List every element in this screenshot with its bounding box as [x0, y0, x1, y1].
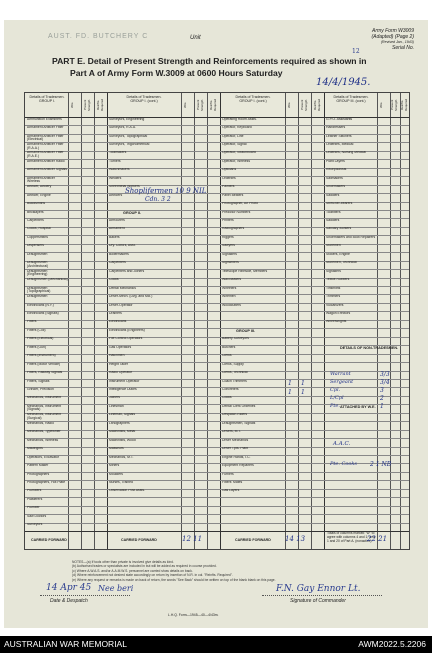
table-cell-trade: Panel Beaters	[222, 193, 244, 197]
table-cell-trade: Operator, Keyboard	[222, 126, 252, 130]
note-line: (e) Where any request or remarks is made on back of return, the words "See Back" should be written on top of the blank blank on this page.	[72, 577, 276, 582]
header-we-2: W.E.	[183, 101, 187, 109]
table-cell-trade: Operator, Line	[222, 134, 244, 138]
table-cell-trade: Woodcutters	[222, 303, 241, 307]
form-title-line-2: Part A of Army Form W.3009 at 0600 Hours Saturday	[70, 68, 283, 78]
handwritten-value: 1	[288, 389, 292, 396]
table-cell-trade: Photographer, Air Photo	[222, 202, 259, 206]
table-cell-trade: Butchers	[222, 345, 236, 349]
table-cell-trade: Signallers	[326, 269, 341, 273]
header-present-2: Present Strength	[196, 99, 204, 111]
table-cell-trade: Clerks	[222, 354, 232, 358]
signature-commander-label: Signature of Commander	[290, 598, 346, 604]
form-ref-line: Serial No.	[392, 45, 414, 51]
table-cell-trade: Armament Artificer Fitter (R.A.A.)	[27, 142, 64, 150]
form-ref-line: (Revised Jan., 1943)	[380, 40, 414, 44]
table-cell-trade: Draughtsmen	[27, 252, 48, 256]
table-cell-trade: Observation Post Assts.	[109, 489, 145, 493]
table-cell-trade: Dental Mechanics	[109, 286, 136, 290]
header-details-2: Details of Tradesmen. GROUP I. (cont.)	[126, 95, 162, 104]
table-cell-trade: Fitters (Coil)	[27, 328, 46, 332]
table-cell-trade: Drainers	[109, 311, 122, 315]
table-cell-trade: Drivers, M.T.	[222, 430, 242, 434]
table-cell-trade: Signwriters	[222, 261, 239, 265]
table-cell-trade: File Control Operators	[109, 337, 143, 341]
handwritten-rank: L/Cpl	[330, 395, 344, 401]
table-cell-trade: Dental Clerk Orderlies	[222, 404, 256, 408]
handwritten-rank: Sergeant	[330, 379, 354, 385]
handwritten-total: 14 13	[285, 535, 306, 543]
handwritten-rank: Pte.	[330, 403, 340, 409]
table-cell-trade: Vulcanizers	[326, 303, 344, 307]
table-cell-trade: Fitters, Signals	[27, 379, 50, 383]
table-cell-trade: Sheetmetal Workers	[109, 185, 140, 189]
table-cell-trade: Orderlies, Medical	[326, 142, 354, 146]
table-cell-trade: Despatch Riders	[222, 413, 248, 417]
handwritten-signature: F.N. Gay Ennor Lt.	[276, 584, 361, 594]
table-cell-trade: Hatchmen	[109, 354, 125, 358]
table-cell-trade: Toolmakers	[109, 151, 127, 155]
table-cell-trade: Leather Stitchers	[326, 134, 352, 138]
table-cell-trade: Operating Room Assts.	[222, 117, 257, 121]
unit-stamp: AUST. FD. BUTCHERY C	[48, 33, 149, 40]
table-cell-trade: Armament Artificer Signals	[27, 168, 67, 172]
table-cell-trade: G.P.O. Assistants	[326, 117, 353, 121]
table-cell-trade: Driver-Mech. (Dvg. and Mcl.)	[109, 295, 153, 299]
table-cell-trade: Photographers, Hot Plate	[27, 480, 66, 484]
handwritten-total: 22 21	[367, 535, 388, 543]
table-cell-trade: Gas Layers	[222, 489, 240, 493]
handwritten-attached-values: 2 1 NB	[370, 461, 392, 468]
header-reinf-2: Reinfts. Required	[209, 98, 217, 112]
table-cell-trade: Masseurs	[109, 447, 124, 451]
handwritten-value: 1	[380, 403, 384, 410]
table-cell-trade: Orderlies	[222, 176, 236, 180]
notes-block	[72, 560, 372, 582]
table-cell-trade: Sailmakers	[326, 176, 343, 180]
table-cell-trade: Operator, Signal	[222, 142, 247, 146]
table-cell-trade: Plant Layers	[326, 159, 345, 163]
table-cell-trade: Carpenters and Joiners	[109, 269, 145, 273]
table-cell-trade: Coach Trimmers	[222, 379, 247, 383]
handwritten-value: 3	[380, 387, 384, 394]
table-cell-trade: Surveyors	[27, 523, 43, 527]
table-cell-trade: Draughtsmen	[27, 295, 48, 299]
table-cell-trade: Armament	[109, 227, 125, 231]
table-cell-trade: Armourers	[109, 219, 125, 222]
table-cell-trade: Pattern Maker	[27, 464, 49, 468]
table-cell-trade: Hairdressers	[326, 126, 346, 130]
table-cell-trade: Fitters (Gun)	[27, 345, 47, 349]
table-cell-trade: Blacksmiths	[27, 202, 46, 206]
table-cell-trade: Stokers, Engine	[326, 252, 350, 256]
table-cell-trade: Coppersmiths	[27, 235, 48, 239]
table-cell-trade: Telescope Rifleside, Members	[222, 269, 268, 273]
handwritten-attached: A.A.C.	[333, 441, 351, 447]
handwritten-rank: Warrant	[330, 371, 351, 377]
table-cell-trade: Fitters (Motor Vehicle)	[27, 362, 61, 366]
note-line: (c) Where A.W.A.S. and/or A.A.M.W.S. personnel are carried show details on back.	[72, 568, 193, 573]
table-cell-trade: Armament Artificer Wireless	[27, 176, 55, 184]
handwritten-value: 1	[301, 389, 305, 396]
table-cell-trade: Shoemakers	[326, 185, 346, 189]
table-cell-trade: Bricklayers	[27, 210, 44, 214]
table-cell-trade: Armament Artificer Fitter (R.A.E.)	[27, 151, 64, 158]
table-cell-trade: Predictor Numbers	[222, 210, 251, 214]
header-details-4: Details of Tradesmen. GROUP III. (cont.)	[333, 95, 369, 104]
table-cell-trade: Sanitary workers	[326, 227, 352, 231]
note-line: (d) Where reinforcement not desired state accordingly on return by insertion of N.R. in col. "Reinfts. Required".	[72, 573, 233, 578]
table-cell-trade: Intelligence Duties	[109, 388, 137, 391]
form-title-line-1: PART E. Detail of Present Strength and Reinforcements required as shown in	[52, 56, 367, 66]
table-cell-trade: Toolfitters	[326, 210, 341, 214]
table-cell-trade: Wheelwrights	[326, 320, 347, 324]
header-we-4: W.E.	[379, 101, 383, 109]
table-cell-trade: Linesman	[109, 404, 124, 408]
table-cell-trade: Painters	[222, 185, 235, 189]
table-cell-trade: Miners	[109, 464, 120, 468]
table-cell-trade: Concreters	[222, 388, 239, 391]
table-cell-trade: Ammunition Examiners	[27, 117, 62, 121]
table-cell-trade: Storemen, Technical	[326, 261, 357, 265]
handwritten-value: 1	[301, 380, 305, 387]
table-cell-trade: Clerks, Technical	[222, 371, 248, 375]
strength-table	[24, 92, 410, 550]
table-cell-trade: Wheelers	[222, 286, 237, 290]
table-cell-trade: Nurses, Trained	[109, 480, 133, 484]
table-cell-trade: Signallers	[222, 252, 237, 256]
table-cell-trade: Fitters	[27, 320, 37, 324]
table-cell-trade: Electricians (Signals)	[27, 311, 59, 315]
table-cell-trade: GROUP III.	[236, 328, 256, 333]
table-cell-trade: Receptionists	[326, 168, 347, 172]
table-cell-trade: GROUP II.	[123, 210, 142, 215]
table-cell-trade: Saw Doctors	[27, 514, 47, 518]
table-cell-trade: Artificer, Engine	[27, 193, 51, 197]
table-cell-trade: Armament Artificer Fitter (Electrical)	[27, 134, 64, 142]
table-cell-trade: Surveyors, R.A.A.	[109, 126, 136, 130]
table-cell-trade: Bakers	[109, 235, 120, 239]
table-cell-trade: Armament Artificer Fitter	[27, 126, 64, 130]
note-line: (b) Authorised trades or specialists are included in but will be added as required in course provided.	[72, 564, 217, 569]
carried-forward-row	[25, 531, 409, 551]
table-cell-trade: Fitters (Instrument)	[27, 354, 56, 358]
table-cell-trade: Mechanics, Typewriter	[27, 430, 61, 434]
table-cell-trade: Dry. Cond's, Asst.	[109, 244, 136, 248]
table-cell-trade: Cooks	[109, 278, 119, 282]
table-cell-trade: Operator, Switchboard	[222, 151, 256, 155]
table-cell-trade: Surveyors, Trigonometrical	[109, 142, 150, 146]
table-cell-trade: Moulders	[109, 472, 123, 476]
archive-name: AUSTRALIAN WAR MEMORIAL	[4, 639, 127, 649]
table-cell-trade: Opticians	[222, 168, 237, 172]
table-cell-trade: Draughtsmen (Engineering)	[27, 269, 48, 277]
table-cell-trade: Fitters' Mates	[222, 480, 243, 484]
handwritten-date: 14 Apr 45	[46, 583, 92, 593]
table-cell-trade: Mechanics, M.T.	[109, 455, 134, 459]
table-cell-trade: Textile Rubbers	[326, 278, 350, 282]
table-cell-trade: Operators, Excavator	[27, 455, 60, 459]
table-cell-trade: Machinists, Wood	[109, 438, 136, 442]
header-reinf-3: Reinfts. Required	[313, 98, 321, 112]
table-cell-trade: Gas Operators	[109, 345, 132, 349]
handwritten-entry: Shoplifermen 10 9 NIL	[125, 187, 207, 195]
table-cell-trade: Orderlies, Nursing Medical	[326, 151, 366, 155]
table-cell-trade: Operator, Wireless	[222, 159, 251, 163]
header-present-3: Present Strength	[300, 99, 308, 111]
table-cell-trade: Saddlers	[326, 219, 340, 222]
header-present-4: Present Strength	[390, 99, 398, 111]
table-cell-trade: Lithographers	[109, 421, 130, 425]
table-cell-trade: Electricians (Engineers)	[109, 328, 145, 332]
table-cell-trade: Trimmers	[326, 295, 341, 299]
table-cell-trade: Instrument Operator	[109, 379, 140, 383]
table-cell-trade: Plumbers	[27, 489, 42, 493]
handwritten-total: 12 11	[182, 535, 203, 543]
table-cell-trade: Draughtsmen (Architectural)	[27, 261, 49, 268]
table-cell-trade: Mechanics, Radio	[27, 421, 54, 425]
table-cell-trade: Cooks, Hospital	[27, 227, 51, 231]
handwritten-entry: Cdn. 3 2	[145, 196, 171, 203]
table-cell-trade: Saddlers	[326, 193, 340, 197]
header-present: Present Strength	[83, 99, 91, 111]
table-cell-trade: Watchmakers	[109, 168, 130, 172]
handwritten-note: Nee beri	[98, 584, 134, 593]
handwritten-attached: Pte. Cooks	[330, 461, 357, 467]
table-cell-trade: Lineman, Signals	[109, 413, 136, 417]
table-cell-trade: Electricians	[109, 320, 127, 324]
table-cell-trade: Photographers	[27, 472, 50, 476]
header-reinf-4: Reinfts. Required	[400, 98, 408, 112]
note-line: NOTES—(a) If tools other than private is involved give details as kind.	[72, 560, 174, 564]
table-cell-trade: Mechanics, Instrument	[27, 396, 62, 400]
table-cell-trade: Clerks, Supply	[222, 362, 244, 366]
table-cell-trade: Driver Mechanics	[222, 438, 249, 442]
table-cell-trade: Wagon Erectors	[326, 311, 351, 315]
form-ref-line: Army Form W3009	[372, 28, 414, 34]
unit-label: Unit	[190, 35, 201, 41]
table-cell-trade: Radiographers	[222, 227, 245, 231]
table-cell-trade: Cooks	[222, 396, 232, 400]
totals-note: Totals of columns marked "W" to agree with columns 4 and 1, and 1 and 20 of Part A. (nonactive).	[327, 531, 375, 543]
table-cell-trade: Riggers	[222, 235, 234, 239]
archive-id: AWM2022.5.2206	[358, 639, 426, 649]
table-cell-trade: Plumber	[27, 506, 40, 510]
header-we: W.E.	[70, 101, 74, 109]
table-cell-trade: Wall Beaters	[222, 278, 242, 282]
table-cell-trade: Mechanics, Instrument (Surgical)	[27, 413, 62, 420]
table-cell-trade: Plasterers	[27, 497, 43, 501]
date-handwritten: 14/4/1945.	[316, 77, 371, 88]
table-cell-trade: Furriers	[222, 472, 234, 476]
serial-handwritten: 12	[352, 48, 360, 55]
header-details-3: Details of Tradesmen. GROUP I. (cont.)	[235, 95, 271, 104]
table-cell-trade: Machinists, Metal	[109, 430, 136, 434]
table-cell-trade: Stretcher-bearers	[326, 202, 353, 206]
form-print-ref: L.H.Q. Form—1945—40—4/43m.	[168, 613, 219, 617]
table-cell-trade: ATTACHED BY W.E.	[340, 404, 376, 409]
table-cell-trade: Draughtsmen, Signals	[222, 421, 256, 425]
carried-forward-label: CARRIED FORWARD	[235, 538, 271, 542]
table-cell-trade: Equipment Repairers	[222, 464, 254, 468]
handwritten-rank: Cpl.	[330, 387, 341, 393]
table-cell-trade: Engine Hands, I.C.	[222, 455, 251, 459]
table-cell-trade: Shoemakers and Boot Repairers	[326, 235, 376, 239]
table-cell-trade: Millwrights	[27, 447, 43, 451]
table-cell-trade: Electricians (N.Y.)	[27, 303, 54, 307]
table-cell-trade: Turners	[109, 159, 121, 163]
table-cell-trade: Driver-Operator	[109, 303, 133, 307]
header-reinf: Reinfts. Required	[96, 98, 104, 112]
table-cell-trade: Artificers	[109, 193, 123, 197]
carried-forward-label: CARRIED FORWARD	[121, 538, 157, 542]
table-cell-trade: Mechanics, Instrument (Signals)	[27, 404, 62, 412]
table-cell-trade: Draughtsmen (Topographical)	[27, 286, 51, 294]
date-line	[40, 595, 130, 596]
table-cell-trade: Battery Surveyors	[222, 337, 249, 341]
table-cell-trade: Draughtsmen (Mechanical)	[27, 278, 68, 282]
header-details: Details of Tradesmen. GROUP I.	[29, 95, 65, 104]
carried-forward-label: CARRIED FORWARD	[31, 538, 67, 542]
table-cell-trade: Carpenters	[109, 261, 126, 265]
handwritten-value: 1	[288, 380, 292, 387]
table-cell-trade: Dispensers	[27, 244, 44, 248]
table-cell-trade: Joiners	[109, 396, 120, 400]
table-cell-trade: Wiremen	[222, 295, 236, 299]
table-cell-trade: Radio Operator	[109, 371, 133, 375]
table-cell-trade: Height Taker	[109, 362, 128, 366]
table-cell-trade: Driver Tpts. Plant	[222, 447, 249, 451]
signature-line	[262, 595, 382, 596]
handwritten-value: 2	[380, 395, 384, 402]
date-despatch-label: Date & Despatch	[50, 598, 88, 604]
table-cell-trade: Fitters (Electrical)	[27, 337, 54, 341]
form-ref-line: (Adapted) (Page 2)	[371, 34, 414, 40]
table-cell-trade: Mechanics, Wireless	[27, 438, 59, 442]
table-cell-trade: Surveyors, Engineering	[109, 117, 145, 121]
handwritten-value: 3/3	[380, 371, 390, 378]
table-cell-trade: Grinder, Precision	[27, 388, 54, 391]
table-cell-trade: Fitters, Railway Signals	[27, 371, 63, 375]
table-cell-trade: Surveyors, Topographical	[109, 134, 148, 138]
table-cell-trade: Sawyers	[222, 244, 236, 248]
table-cell-trade: Carpenters	[27, 219, 44, 222]
table-cell-trade: Boilermakers	[109, 252, 129, 256]
table-cell-trade: Storemen	[326, 244, 341, 248]
header-we-3: W.E.	[287, 101, 291, 109]
handwritten-value: 3/4	[380, 379, 390, 386]
table-cell-trade: Tinsmiths	[326, 286, 341, 290]
table-cell-trade: Printers	[222, 219, 234, 222]
table-cell-trade: Armament Artificer Radio	[27, 159, 65, 163]
table-cell-trade: Artificer, Artillery	[27, 185, 52, 189]
table-cell-trade: Welders	[109, 176, 122, 180]
table-cell-trade: DETAILS OF NON-TRADESMEN.	[340, 345, 399, 350]
